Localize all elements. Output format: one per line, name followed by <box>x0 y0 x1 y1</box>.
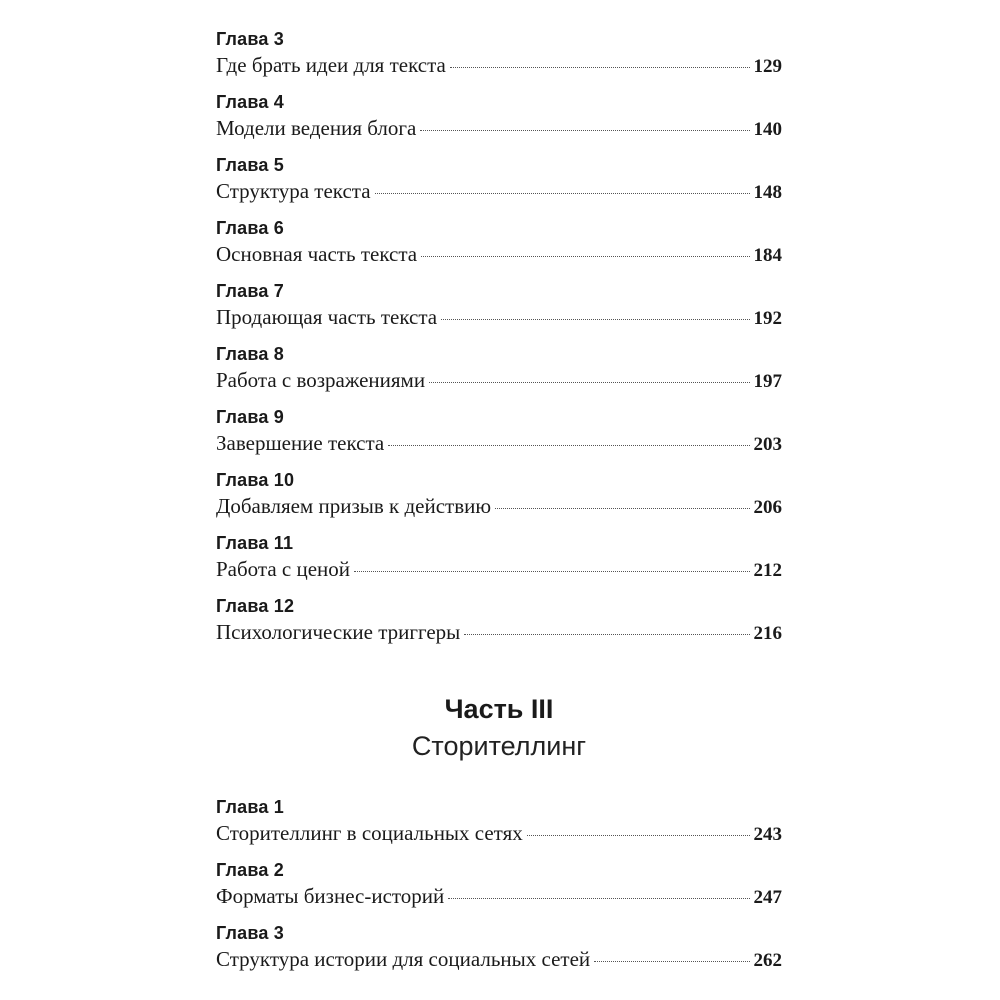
toc-entry <box>216 28 782 91</box>
chapter-title: Продающая часть текста <box>216 305 438 329</box>
toc-entry <box>216 922 782 985</box>
chapter-title: Форматы бизнес-историй <box>216 884 445 908</box>
toc-line <box>216 178 782 206</box>
page-number: 206 <box>753 497 782 518</box>
part-label: Часть III <box>444 694 554 724</box>
chapter-title: Работа с возражениями <box>216 368 426 392</box>
toc-entry <box>216 91 782 154</box>
toc-entry <box>216 469 782 532</box>
dot-leader <box>420 130 749 131</box>
toc-line <box>216 619 782 647</box>
chapter-label: Глава 4 <box>216 92 285 112</box>
toc-line <box>216 304 782 332</box>
table-of-contents <box>216 28 782 985</box>
chapter-title: Работа с ценой <box>216 557 351 581</box>
part-title: Сторителлинг <box>411 731 587 761</box>
toc-entry <box>216 280 782 343</box>
dot-leader <box>388 445 749 446</box>
chapter-title: Структура истории для социальных сетей <box>216 947 591 971</box>
chapter-title: Где брать идеи для текста <box>216 53 446 77</box>
toc-line <box>216 430 782 458</box>
chapter-title: Психологические триггеры <box>216 620 461 644</box>
toc-entry <box>216 859 782 922</box>
toc-line <box>216 946 782 974</box>
toc-line <box>216 241 782 269</box>
chapter-label: Глава 10 <box>216 470 295 490</box>
dot-leader <box>375 193 750 194</box>
dot-leader <box>450 67 750 68</box>
toc-line <box>216 493 782 521</box>
chapter-title: Добавляем призыв к действию <box>216 494 492 518</box>
toc-entry <box>216 343 782 406</box>
toc-line <box>216 115 782 143</box>
chapter-label: Глава 7 <box>216 281 285 301</box>
chapter-label: Глава 1 <box>216 797 285 817</box>
dot-leader <box>421 256 749 257</box>
chapter-label: Глава 11 <box>216 533 294 553</box>
toc-entry <box>216 154 782 217</box>
toc-entry <box>216 532 782 595</box>
toc-entry <box>216 796 782 859</box>
toc-line <box>216 556 782 584</box>
page-number: 184 <box>753 245 782 266</box>
toc-line <box>216 367 782 395</box>
part-heading <box>216 692 782 766</box>
dot-leader <box>354 571 749 572</box>
page-number: 262 <box>753 950 782 971</box>
part2-entry-list <box>216 28 782 658</box>
chapter-label: Глава 5 <box>216 155 285 175</box>
dot-leader <box>441 319 749 320</box>
page-number: 148 <box>753 182 782 203</box>
dot-leader <box>429 382 749 383</box>
page-number: 247 <box>753 887 782 908</box>
dot-leader <box>594 961 749 962</box>
dot-leader <box>527 835 750 836</box>
dot-leader <box>495 508 749 509</box>
page-number: 216 <box>753 623 782 644</box>
dot-leader <box>448 898 749 899</box>
page-number: 192 <box>753 308 782 329</box>
page-number: 212 <box>753 560 782 581</box>
chapter-title: Основная часть текста <box>216 242 418 266</box>
page-number: 203 <box>753 434 782 455</box>
toc-line <box>216 820 782 848</box>
chapter-label: Глава 12 <box>216 596 295 616</box>
page-number: 140 <box>753 119 782 140</box>
chapter-title: Завершение текста <box>216 431 385 455</box>
chapter-label: Глава 2 <box>216 860 285 880</box>
toc-line <box>216 52 782 80</box>
toc-line <box>216 883 782 911</box>
toc-entry <box>216 406 782 469</box>
chapter-label: Глава 6 <box>216 218 285 238</box>
chapter-label: Глава 9 <box>216 407 285 427</box>
chapter-title: Сторителлинг в социальных сетях <box>216 821 523 845</box>
page-number: 243 <box>753 824 782 845</box>
page-number: 197 <box>753 371 782 392</box>
toc-entry <box>216 217 782 280</box>
part3-entry-list <box>216 796 782 985</box>
dot-leader <box>464 634 749 635</box>
chapter-label: Глава 3 <box>216 923 285 943</box>
chapter-title: Структура текста <box>216 179 371 203</box>
toc-entry <box>216 595 782 658</box>
chapter-label: Глава 8 <box>216 344 285 364</box>
chapter-label: Глава 3 <box>216 29 285 49</box>
page-number: 129 <box>753 56 782 77</box>
chapter-title: Модели ведения блога <box>216 116 417 140</box>
